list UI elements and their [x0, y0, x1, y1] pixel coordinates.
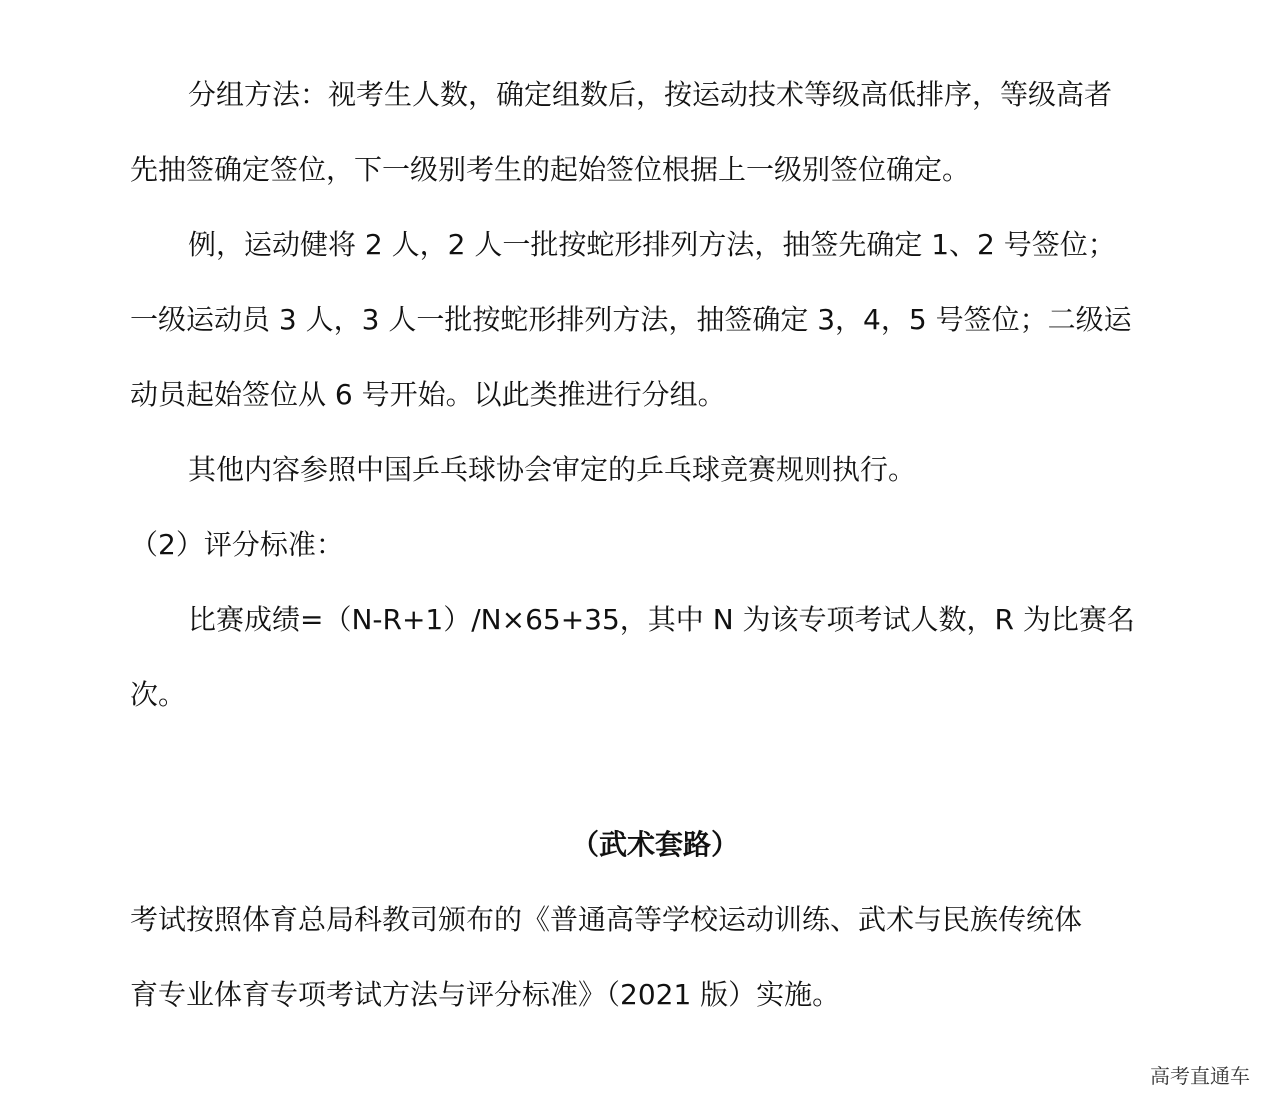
- paragraph-wushu-line-2: 育专业体育专项考试方法与评分标准》（2021 版）实施。: [130, 978, 841, 1011]
- paragraph-grouping-method-line-2: 先抽签确定签位，下一级别考生的起始签位根据上一级别签位确定。: [130, 153, 971, 186]
- watermark-text: 高考直通车: [1150, 1064, 1250, 1088]
- paragraph-other-rules: 其他内容参照中国乒乓球协会审定的乒乓球竞赛规则执行。: [188, 453, 917, 486]
- paragraph-wushu-line-1: 考试按照体育总局科教司颁布的《普通高等学校运动训练、武术与民族传统体: [130, 903, 1083, 936]
- paragraph-score-formula-line-2: 次。: [130, 678, 187, 711]
- paragraph-example-line-1: 例，运动健将 2 人，2 人一批按蛇形排列方法，抽签先确定 1、2 号签位；: [188, 228, 1116, 261]
- paragraph-grouping-method-line-1: 分组方法：视考生人数，确定组数后，按运动技术等级高低排序，等级高者: [188, 78, 1113, 111]
- paragraph-score-formula-line-1: 比赛成绩=（N-R+1）/N×65+35，其中 N 为该专项考试人数，R 为比赛名: [188, 603, 1135, 636]
- subheading-scoring-standard: （2）评分标准：: [130, 528, 344, 561]
- section-heading-wushu: （武术套路）: [570, 828, 739, 861]
- paragraph-example-line-3: 动员起始签位从 6 号开始。以此类推进行分组。: [130, 378, 726, 411]
- paragraph-example-line-2: 一级运动员 3 人，3 人一批按蛇形排列方法，抽签确定 3，4，5 号签位；二级运: [130, 303, 1132, 336]
